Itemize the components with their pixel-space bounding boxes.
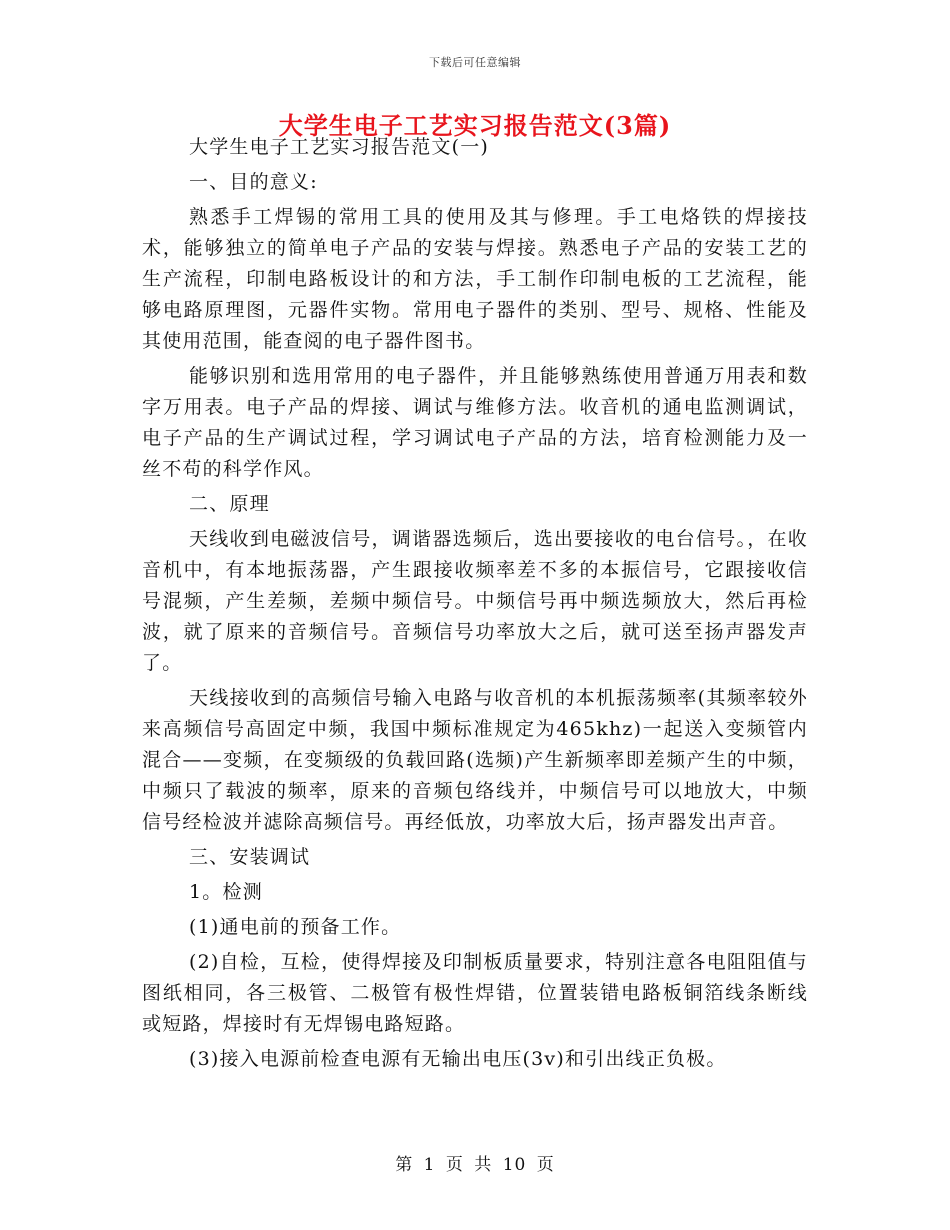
paragraph-step-2: (2)自检，互检，使得焊接及印制板质量要求，特别注意各电阻阻值与图纸相同，各三极管、二极管有极性焊错，位置装错电路板铜箔线条断线或短路，焊接时有无焊锡电路短路。 — [142, 951, 808, 1035]
paragraph-section-2-heading: 二、原理 — [189, 493, 270, 515]
footer-current-page: 1 — [423, 1155, 436, 1175]
page-footer — [0, 1150, 950, 1175]
paragraph-principle-2: 天线接收到的高频信号输入电路与收音机的本机振荡频率(其频率较外来高频信号高固定中频，我国中频标准规定为465khz)一起送入变频管内混合——变频，在变频级的负载回路(选频)产生新频率即差频产生的中频，中频只了载波的频率，原来的音频包络线并，中频信号可以地放大，中频信号经检波并滤除高频信号。再经低放，功率放大后，扬声器发出声音。 — [142, 687, 808, 833]
footer-prefix: 第 — [395, 1155, 414, 1175]
document-body — [142, 132, 808, 1079]
header-note: 下载后可任意编辑 — [429, 56, 521, 69]
document-title: 大学生电子工艺实习报告范文(3篇) — [278, 111, 672, 140]
paragraph-section-1-heading: 一、目的意义: — [189, 171, 318, 193]
paragraph-subtitle: 大学生电子工艺实习报告范文(一) — [189, 136, 490, 158]
footer-suffix: 页 — [536, 1155, 555, 1175]
footer-page-word: 页 — [445, 1155, 464, 1175]
paragraph-purpose-1: 熟悉手工焊锡的常用工具的使用及其与修理。手工电烙铁的焊接技术，能够独立的简单电子产品的安装与焊接。熟悉电子产品的安装工艺的生产流程，印制电路板设计的和方法，手工制作印制电板的工艺流程，能够电路原理图，元器件实物。常用电子器件的类别、型号、规格、性能及其使用范围，能查阅的电子器件图书。 — [142, 206, 808, 352]
paragraph-principle-1: 天线收到电磁波信号，调谐器选频后，选出要接收的电台信号。，在收音机中，有本地振荡器，产生跟接收频率差不多的本振信号，它跟接收信号混频，产生差频，差频中频信号。中频信号再中频选频放大，然后再检波，就了原来的音频信号。音频信号功率放大之后，就可送至扬声器发声了。 — [142, 528, 808, 674]
paragraph-detection-heading: 1。检测 — [189, 881, 263, 903]
paragraph-section-3-heading: 三、安装调试 — [189, 846, 311, 868]
footer-total-word: 共 — [474, 1155, 493, 1175]
paragraph-step-3: (3)接入电源前检查电源有无输出电压(3v)和引出线正负极。 — [189, 1048, 727, 1070]
footer-total-pages: 10 — [502, 1155, 527, 1175]
paragraph-step-1: (1)通电前的预备工作。 — [189, 916, 402, 938]
paragraph-purpose-2: 能够识别和选用常用的电子器件，并且能够熟练使用普通万用表和数字万用表。电子产品的焊接、调试与维修方法。收音机的通电监测调试，电子产品的生产调试过程，学习调试电子产品的方法，培育检测能力及一丝不苟的科学作风。 — [142, 365, 808, 480]
